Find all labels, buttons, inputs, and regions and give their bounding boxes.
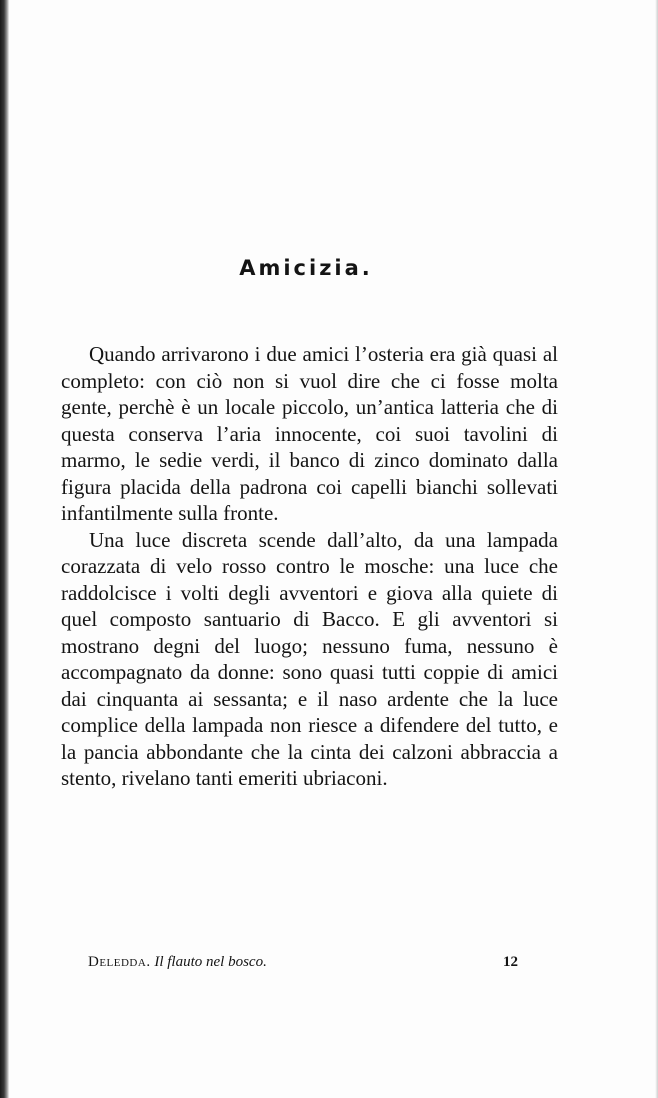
footer-signature <box>88 954 267 971</box>
footer-book-title: Il flauto nel bosco. <box>154 954 267 970</box>
sheet-number: 12 <box>503 954 518 970</box>
paragraph-1: Quando arrivarono i due amici l’osteria era già quasi al completo: con ciò non si vuol dire che ci fosse molta gente, perchè è un locale piccolo, un’antica latteria che di questa conserva l’aria innocente, coi suoi tavolini di marmo, le sedie verdi, il banco di zinco dominato dalla figura placida della padrona coi capelli bianchi sollevati infantilmente sulla fronte. <box>61 342 558 525</box>
page-spine-shadow <box>0 0 9 1098</box>
paragraph-2: Una luce discreta scende dall’alto, da una lampada corazzata di velo rosso contro le mosche: una luce che raddolcisce i volti degli avventori e giova alla quiete di quel composto santuario di Bacco. E gli avventori si mostrano degni del luogo; nessuno fuma, nessuno è accompagnato da donne: sono quasi tutti coppie di amici dai cinquanta ai sessanta; e il naso ardente che la luce complice della lampada non riesce a difendere del tutto, e la pancia abbondante che la cinta dei calzoni abbraccia a stento, rivelano tanti emeriti ubriaconi. <box>61 527 558 790</box>
page-footer <box>88 954 518 971</box>
chapter-body <box>61 341 558 792</box>
footer-author: Deledda. <box>88 954 151 970</box>
chapter-title: Amicizia. <box>239 256 373 280</box>
